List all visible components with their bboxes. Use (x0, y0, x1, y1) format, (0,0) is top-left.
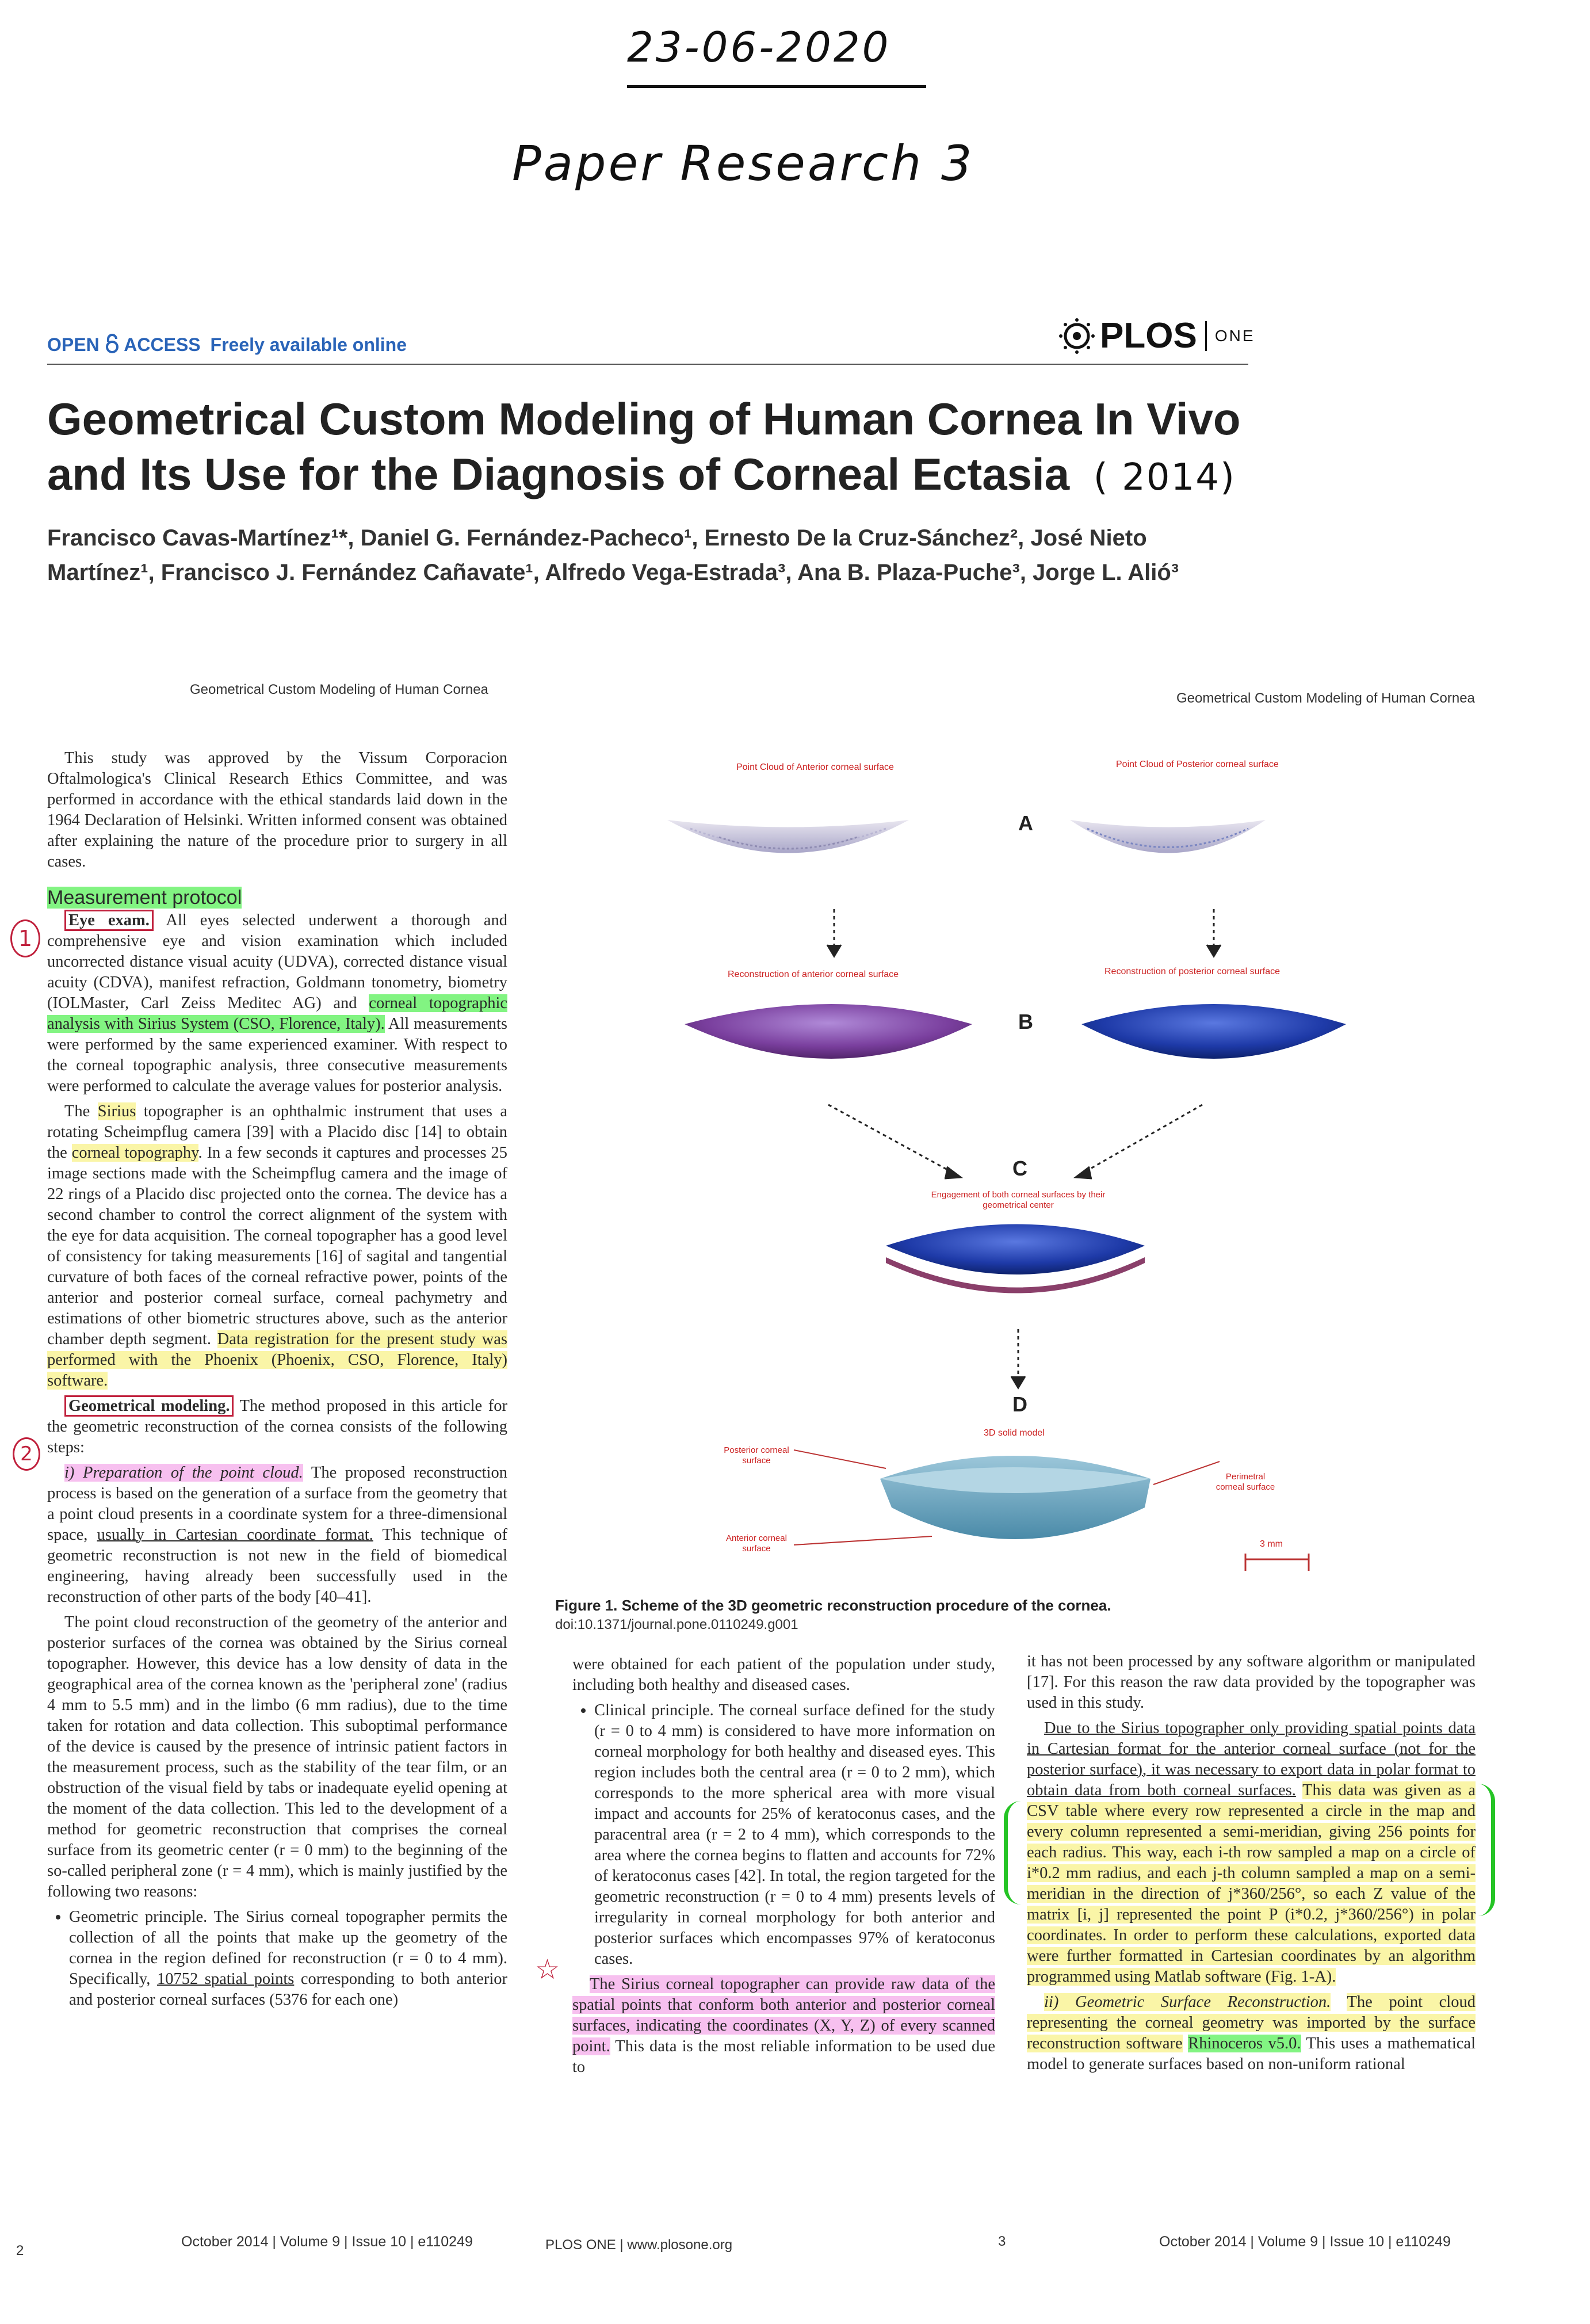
eye-exam-highlight: corneal topographic analysis with Sirius System (CSO, Florence, Italy). (47, 994, 508, 1033)
caption-doi: doi:10.1371/journal.pone.0110249.g001 (555, 1617, 798, 1632)
geometric-principle-item (69, 1907, 507, 2010)
geometrical-modeling-label: Geometrical modeling. (64, 1395, 234, 1417)
caption-text: Figure 1. Scheme of the 3D geometric reconstruction procedure of the cornea. (555, 1597, 1111, 1614)
margin-mark-star (535, 1953, 560, 1986)
margin-mark-2 (13, 1437, 40, 1471)
green-bracket-left (1004, 1801, 1025, 1905)
solid-model (880, 1456, 1151, 1539)
right-paragraph-3 (1027, 1992, 1476, 2075)
engagement-model (886, 1224, 1145, 1293)
sirius-word: Sirius (97, 1102, 136, 1120)
arrow-c-d (1011, 1329, 1025, 1388)
sirius-text-c: . In a few seconds it captures and processes 25 image sections made with the Scheimpflug camera and the image of 22 rings of a Placido disc projected onto the cornea. The device has a second chamber to control the correct alignment of the system with the eye for data acquisition. The corneal topographer has a good level of consistency for taking measurements [16] of sagital and tangential curvature of both faces of the corneal refractive power, points of the anterior and posterior corneal surface, corneal pachymetry and estimations of other biometric structures above, such as the anterior chamber depth segment. (47, 1144, 507, 1348)
access-label: ACCESS (124, 334, 201, 355)
arrows-a-b (827, 909, 1221, 956)
scale-bar (1245, 1554, 1309, 1571)
handwritten-underline (627, 85, 926, 88)
geometric-principle-b: corresponding to both anterior and posterior corneal surfaces (5376 for each one) (69, 1970, 508, 2009)
open-access-banner (47, 334, 407, 356)
plos-logo (1058, 315, 1255, 356)
mid-paragraph-2 (572, 1974, 995, 2078)
label-solid: 3D solid model (984, 1428, 1045, 1438)
mid-bullets (572, 1700, 995, 1970)
green-bracket-right (1474, 1784, 1495, 1916)
reconstruction-anterior (685, 1004, 972, 1059)
sirius-paragraph (47, 1101, 507, 1391)
label-posterior-surface: Posterior corneal surface (724, 1445, 789, 1466)
geometric-principle-ul: 10752 spatial points (156, 1970, 295, 1988)
mid-paragraph-1: were obtained for each patient of the population under study, including both healthy and diseased cases. (572, 1655, 995, 1694)
header-rule (47, 364, 1248, 365)
point-cloud-text-a: The proposed reconstruction process is based on the generation of a surface from the geometry that a point cloud presents in a coordinate system for a three-dimensional space, (47, 1464, 507, 1544)
footer-date-left: October 2014 | Volume 9 | Issue 10 | e110249 (181, 2234, 473, 2250)
footer-page-left: 2 (16, 2243, 24, 2258)
right-paragraph-1: it has not been processed by any software algorithm or manipulated [17]. For this reason the raw data provided by the topographer was used in this study. (1027, 1653, 1476, 1712)
title-line-2: and Its Use for the Diagnosis of Corneal Ectasia (47, 449, 1070, 499)
rhinoceros-highlight: Rhinoceros v5.0. (1188, 2035, 1301, 2052)
data-registration-highlight: Data registration for the present study was performed with the Phoenix (Phoenix, CSO, Florence, Italy) software. (47, 1330, 508, 1390)
point-cloud-label: i) Preparation of the point cloud. (64, 1464, 303, 1482)
sirius-text-a: The (64, 1102, 90, 1120)
label-engagement: Engagement of both corneal surfaces by their geometrical center (931, 1190, 1106, 1210)
handwritten-date: 23-06-2020 (627, 23, 891, 71)
surface-reconstruction-b: This uses a mathematical model to generate surfaces based on non-uniform rational (1027, 2035, 1476, 2073)
open-access-lock-icon (105, 334, 120, 353)
eye-exam-text-a: All eyes selected underwent a thorough and comprehensive eye and vision examination which included uncorrected distance visual acuity (UDVA), corrected distance visual acuity (CDVA), manifest refraction, Goldmann tonometry, biometry (IOLMaster, Carl Zeiss Meditec AG) and (47, 911, 507, 1012)
title-line-1: Geometrical Custom Modeling of Human Cornea In Vivo (47, 394, 1241, 444)
margin-mark-star-text: ☆ (535, 1953, 560, 1986)
margin-mark-1-text: 1 (18, 926, 33, 951)
letter-a: A (1018, 811, 1033, 835)
footer-page-right: 3 (998, 2234, 1006, 2249)
intro-paragraph: This study was approved by the Vissum Corporacion Oftalmologica's Clinical Research Ethics Committee, and was performed in accordance with the ethical standards laid down in the 1964 Declaration of Helsinki. Written informed consent was obtained after explaining the nature of the procedure prior to surgery in all cases. (47, 749, 507, 871)
figure-1 (667, 742, 1513, 1617)
letter-b: B (1018, 1010, 1033, 1033)
geometrical-modeling-text: The method proposed in this article for the geometric reconstruction of the cornea consists of the following steps: (47, 1397, 507, 1456)
plos-divider (1205, 321, 1207, 351)
left-bullets (47, 1907, 507, 2010)
authors-line-2: Martínez¹, Francisco J. Fernández Cañavate¹, Alfredo Vega-Estrada³, Ana B. Plaza-Puche³, Jorge L. Alió³ (47, 560, 1179, 585)
plos-logo-icon (1058, 318, 1095, 354)
article-title (47, 391, 1313, 505)
letter-c: C (1012, 1157, 1027, 1180)
mid-paragraph-2-b: This data is the most reliable information to be used due to (572, 2037, 995, 2076)
letter-d: D (1012, 1392, 1027, 1416)
margin-mark-1 (10, 919, 40, 957)
label-anterior-cloud: Point Cloud of Anterior corneal surface (736, 762, 894, 772)
figure-caption (555, 1597, 1476, 1633)
eye-exam-text-b: All measurements were performed by the same experienced examiner. With respect to the corneal topographic analysis, three consecutive measurements were performed to calculate the average values for posterior analysis. (47, 1015, 507, 1095)
plos-sub: ONE (1214, 326, 1255, 345)
surface-reconstruction-text: The point cloud representing the corneal geometry was imported by the surface reconstruction software (1027, 1993, 1476, 2052)
label-recon-anterior: Reconstruction of anterior corneal surface (728, 970, 899, 979)
point-cloud-anterior (667, 820, 909, 853)
authors (47, 521, 1370, 590)
clinical-principle-item: • Clinical principle. The corneal surface defined for the study (r = 0 to 4 mm) is considered to have more information on corneal morphology for both healthy and diseased eyes. This region includes both the central area (r = 0 to 2 mm), which corresponds to the more spherical area with more visual impact and accounts for 25% of keratoconus cases, and the paracentral area (r = 2 to 4 mm), which corresponds to the area where the cornea begins to flatten and accounts for 72% of keratoconus cases [42]. In total, the region targeted for the geometric reconstruction (r = 0 to 4 mm) presents levels of irregularity in corneal morphology for both anterior and posterior surfaces which encompasses 97% of keratoconus cases. (594, 1700, 995, 1970)
polar-format-underline: Due to the Sirius topographer only providing spatial points data in Cartesian format for the anterior corneal surface (not for the posterior surface), it was necessary to export data in polar format to obtain data from both corneal surfaces. (1027, 1719, 1476, 1799)
label-recon-posterior: Reconstruction of posterior corneal surface (1104, 967, 1281, 976)
handwritten-year: ( 2014) (1093, 456, 1236, 499)
section-heading (47, 887, 507, 908)
label-anterior-surface: Anterior corneal surface (726, 1533, 787, 1554)
geometric-principle-a: Geometric principle. The Sirius corneal topographer permits the collection of all the points that make up the geometry of the cornea in the region defined for reconstruction (r = 0 to 4 mm). Specifically, (69, 1908, 507, 1988)
margin-mark-2-text: 2 (20, 1443, 33, 1466)
point-cloud-text-b: This technique of geometric reconstruction is not new in the field of biomedical engineering, having already been successfully used in the reconstruction of other parts of the body [40–41]. (47, 1526, 507, 1606)
measurement-heading: Measurement protocol (47, 887, 242, 909)
plos-brand: PLOS (1100, 316, 1197, 356)
label-scale: 3 mm (1260, 1539, 1283, 1549)
right-paragraph-2 (1027, 1718, 1476, 1987)
footer-date-right: October 2014 | Volume 9 | Issue 10 | e110249 (1159, 2234, 1451, 2250)
csv-highlight: This data was given as a CSV table where every row represented a circle in the map and every column represented a semi-meridian, giving 256 points for each radius. This way, each i-th row sampled a map on a circle of i*0.2 mm radius, and each j-th column sampled a map on a semi-meridian in the direction of j*360/256°, so each Z value of the matrix [i, j] represented the point P (i*0.2, j*360/256°) in polar coordinates. In order to perform these calculations, exported data were further formatted in Cartesian coordinates by an algorithm programmed using Matlab software (Fig. 1-A). (1027, 1781, 1476, 1986)
point-cloud-posterior (1070, 820, 1266, 853)
geometrical-modeling-paragraph (47, 1396, 507, 1458)
eye-exam-paragraph (47, 910, 507, 1097)
reconstruction-paragraph: The point cloud reconstruction of the geometry of the anterior and posterior surfaces of the cornea was obtained by the Sirius corneal topographer. However, this device has a low density of data in the geographical area of the cornea known as the 'peripheral zone' (radius 4 mm to 5.5 mm) and in the limbo (6 mm radius), due to the time taken for rotation and data collection. This suboptimal performance of the device is caused by the presence of intrinsic patient factors in the measurement process, such as the stability of the tear film, or an obstruction of the visual field by tabs or inadequate eyelid opening at the moment of the data collection. This led to the development of a method for geometric reconstruction that comprises the corneal surface from its geometric center (r = 0 mm) to the beginning of the so-called peripheral zone (r = 4 mm), which is mainly justified by the following two reasons: (47, 1613, 507, 1901)
footer-journal: PLOS ONE | www.plosone.org (545, 2237, 733, 2253)
authors-line-1: Francisco Cavas-Martínez¹*, Daniel G. Fernández-Pacheco¹, Ernesto De la Cruz-Sánchez², José Nieto (47, 525, 1147, 551)
eye-exam-label: Eye exam. (64, 910, 154, 931)
title-line-2-wrap (47, 447, 1313, 505)
running-head-left: Geometrical Custom Modeling of Human Cornea (190, 682, 488, 697)
label-posterior-cloud: Point Cloud of Posterior corneal surface (1116, 760, 1279, 769)
handwritten-title: Paper Research 3 (512, 135, 974, 192)
surface-reconstruction-label: ii) Geometric Surface Reconstruction. (1044, 1993, 1331, 2011)
raw-data-highlight: The Sirius corneal topographer can provide raw data of the spatial points that conform both anterior and posterior corneal surfaces, indicating the coordinates (X, Y, Z) of every scanned point. (572, 1975, 995, 2055)
point-cloud-underline: usually in Cartesian coordinate format. (97, 1526, 373, 1544)
open-label: OPEN (47, 334, 100, 355)
figure-graphics (667, 742, 1513, 1617)
right-column (1027, 1651, 1476, 2079)
running-head-right: Geometrical Custom Modeling of Human Cornea (1176, 690, 1475, 706)
reconstruction-posterior (1081, 1004, 1346, 1059)
left-column (47, 748, 507, 2015)
corneal-topography-word: corneal topography (71, 1144, 198, 1162)
point-cloud-paragraph (47, 1463, 507, 1608)
label-perimetral: Perimetral corneal surface (1216, 1472, 1275, 1492)
freely-label: Freely available online (210, 334, 407, 355)
middle-column (572, 1654, 995, 2082)
sirius-text-b: topographer is an ophthalmic instrument that uses a rotating Scheimpflug camera [39] with a Placido disc [14] to obtain the (47, 1102, 508, 1162)
